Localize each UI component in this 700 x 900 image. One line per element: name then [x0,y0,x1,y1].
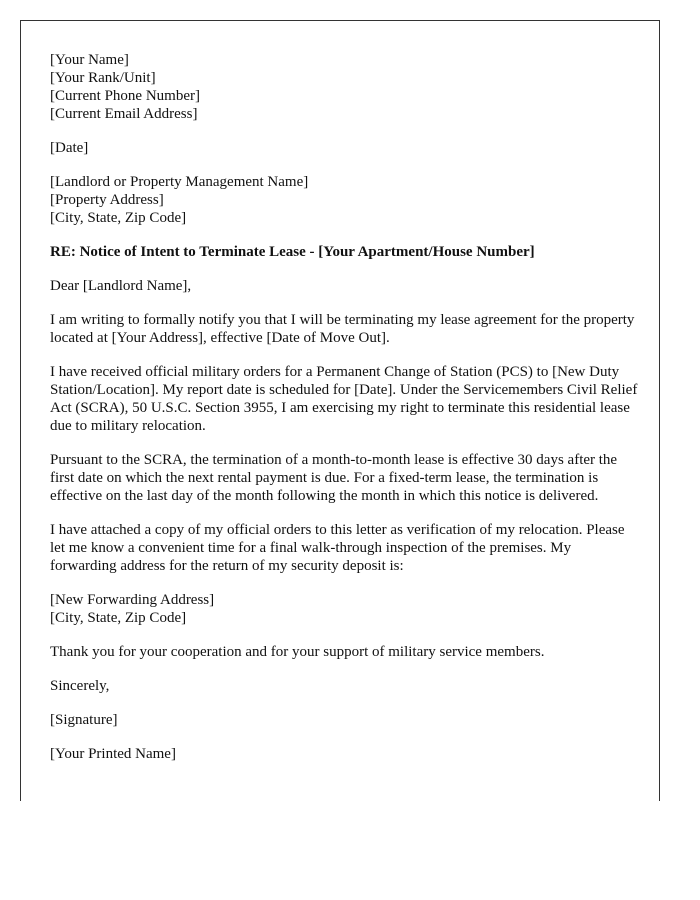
sender-email: [Current Email Address] [50,106,198,122]
paragraph-orders: I have received official military orders for a Permanent Change of Station (PCS) to [New Duty Station/Location]. My report date is scheduled for [Date]. Under the Servicemembers Civil Relief Act (SCRA), 50 U.S.C. Section 3955, I am exercising my right to terminate this residential lease due to military relocation. [50,364,638,434]
paragraph-effective-date: Pursuant to the SCRA, the termination of a month-to-month lease is effective 30 days after the first date on which the next rental payment is due. For a fixed-term lease, the termination is effective on the last day of the month following the month in which this notice is delivered. [50,452,618,504]
forwarding-address: [New Forwarding Address] [50,592,215,608]
printed-name: [Your Printed Name] [50,746,176,762]
recipient-city-state-zip: [City, State, Zip Code] [50,210,187,226]
signature: [Signature] [50,712,118,728]
subject-line: RE: Notice of Intent to Terminate Lease - [Your Apartment/House Number] [50,244,535,260]
forwarding-address-block [50,591,640,627]
paragraph-intent: I am writing to formally notify you that I will be terminating my lease agreement for the property located at [Your Address], effective [Date of Move Out]. [50,312,635,346]
letter-body [50,51,640,779]
sender-rank-unit: [Your Rank/Unit] [50,70,156,86]
thanks-line: Thank you for your cooperation and for your support of military service members. [50,644,545,660]
recipient-address: [Property Address] [50,192,164,208]
letter-date: [Date] [50,140,89,156]
recipient-block [50,173,640,227]
paragraph-attachment: I have attached a copy of my official orders to this letter as verification of my relocation. Please let me know a convenient time for a final walk-through inspection of the premises. My forwarding address for the return of my security deposit is: [50,522,625,574]
letter-page [20,20,660,801]
salutation: Dear [Landlord Name], [50,278,192,294]
forwarding-city-state-zip: [City, State, Zip Code] [50,610,187,626]
recipient-name: [Landlord or Property Management Name] [50,174,309,190]
sender-name: [Your Name] [50,52,129,68]
sender-phone: [Current Phone Number] [50,88,200,104]
closing: Sincerely, [50,678,110,694]
sender-block [50,51,640,123]
date-block [50,139,640,157]
